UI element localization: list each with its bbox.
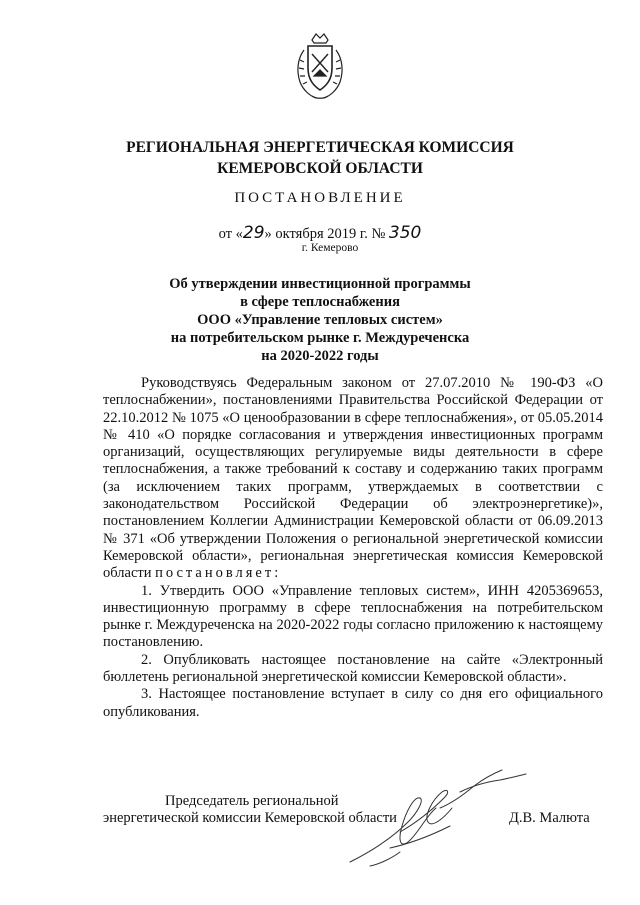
title-line-1: Об утверждении инвестиционной программы xyxy=(169,276,471,292)
title-line-3: ООО «Управление тепловых систем» xyxy=(197,312,443,328)
preamble-text: Руководствуясь Федеральным законом от 27.07.2010 № 190-ФЗ «О теплоснабжении», постановлениями Правительства Российской Федерации от 22.10.2012 № 1075 «О ценообразовании в сфере теплоснабжения», от 05.05.2014 № 410 «О порядке согласования и утверждения инвестиционных программ организаций, осуществляющих регулируемые виды деятельности в сфере теплоснабжения, а также требований к составу и содержанию таких программ (за исключением таких программ, утверждаемых в соответствии с законодательством Российской Федерации об электроэнергетике)», постановлением Коллегии Администрации Кемеровской области от 06.09.2013 № 371 «Об утверждении Положения о региональной энергетической комиссии Кемеровской области», региональная энергетическая комиссия Кемеровской области xyxy=(103,375,603,582)
org-line-1: РЕГИОНАЛЬНАЯ ЭНЕРГЕТИЧЕСКАЯ КОМИССИЯ xyxy=(126,139,514,156)
document-number: 350 xyxy=(388,223,422,243)
position-line-1: Председатель региональной xyxy=(165,793,339,809)
position-line-2: энергетической комиссии Кемеровской области xyxy=(103,810,397,827)
item-1: 1. Утвердить ООО «Управление тепловых систем», ИНН 4205369653, инвестиционную программу в сфере теплоснабжения на потребительском рынке г. Междуреченска на 2020-2022 годы согласно приложению к настоящему постановлению. xyxy=(103,582,603,651)
coat-of-arms-icon xyxy=(290,30,350,104)
date-line xyxy=(0,223,640,243)
preamble-paragraph xyxy=(103,375,603,583)
title-line-2: в сфере теплоснабжения xyxy=(240,294,400,310)
date-middle: » октября 2019 г. № xyxy=(264,226,386,242)
document-title xyxy=(0,275,640,365)
decree-word: постановляет: xyxy=(155,565,282,582)
item-3: 3. Настоящее постановление вступает в силу со дня его официального опубликования. xyxy=(103,686,603,720)
signatory-name: Д.В. Малюта xyxy=(509,810,590,826)
date-day: 29 xyxy=(242,223,265,243)
organization-name xyxy=(0,137,640,179)
org-line-2: КЕМЕРОВСКОЙ ОБЛАСТИ xyxy=(217,160,423,177)
document-body xyxy=(103,375,603,721)
document-type: ПОСТАНОВЛЕНИЕ xyxy=(234,190,406,206)
date-prefix: от « xyxy=(218,226,243,242)
item-2: 2. Опубликовать настоящее постановление на сайте «Электронный бюллетень региональной энергетической комиссии Кемеровской области». xyxy=(103,651,603,686)
title-line-5: на 2020-2022 годы xyxy=(261,348,379,364)
title-line-4: на потребительском рынке г. Междуреченска xyxy=(170,330,470,346)
city: г. Кемерово xyxy=(301,242,359,254)
